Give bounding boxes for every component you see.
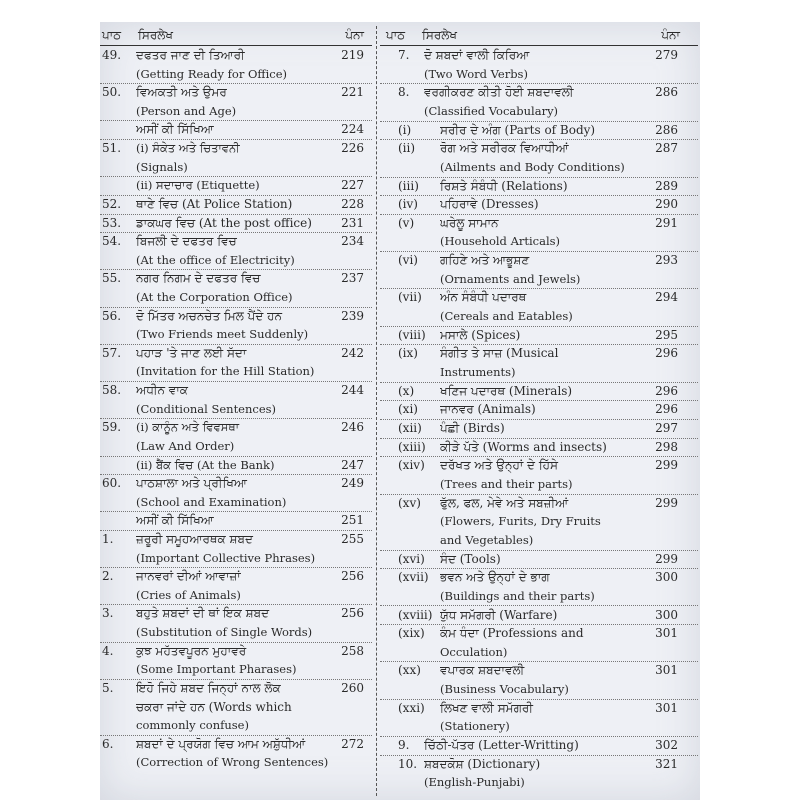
entry-title: ਅਸੀਂ ਕੀ ਸਿੱਖਿਆ xyxy=(136,513,214,528)
entry-title: ਘਰੇਲੂ ਸਾਮਾਨ xyxy=(440,215,499,230)
entry-page-number: 293 xyxy=(655,253,678,268)
header-page: ਪੰਨਾ xyxy=(345,28,364,42)
entry-subtitle: (At the Corporation Office) xyxy=(136,289,293,304)
toc-entry xyxy=(380,494,698,551)
entry-page-number: 299 xyxy=(655,551,678,566)
entry-subtitle: (Two Word Verbs) xyxy=(424,66,528,81)
toc-entry xyxy=(100,46,372,84)
toc-entry xyxy=(380,400,698,420)
entry-title: ਅਸੀਂ ਕੀ ਸਿੱਖਿਆ xyxy=(136,122,214,137)
entry-title: ਸਰੀਰ ਦੇ ਅੰਗ (Parts of Body) xyxy=(440,122,596,137)
entry-title: ਵਰਗੀਕਰਣ ਕੀਤੀ ਹੋਈ ਸ਼ਬਦਾਵਲੀ xyxy=(424,85,574,100)
entry-title: ਥਾਣੇ ਵਿਚ (At Police Station) xyxy=(136,196,293,211)
toc-entry xyxy=(100,83,372,121)
toc-entry xyxy=(100,679,372,736)
entry-title: ਚਿੱਠੀ-ਪੱਤਰ (Letter-Writting) xyxy=(424,738,579,753)
entry-number: (i) xyxy=(398,122,412,137)
toc-entry xyxy=(380,550,698,570)
entry-number: (xviii) xyxy=(398,607,433,622)
column-divider xyxy=(376,26,377,796)
entry-number: 8. xyxy=(398,85,410,100)
entry-title: ਪੰਛੀ (Birds) xyxy=(440,421,505,435)
toc-entry xyxy=(100,269,372,307)
entry-number: 49. xyxy=(102,48,122,62)
entry-subtitle: (Signals) xyxy=(136,159,188,174)
entry-page-number: 294 xyxy=(655,290,678,305)
entry-number: (xvi) xyxy=(398,551,425,566)
toc-entry xyxy=(380,288,698,326)
entry-subtitle: (Ornaments and Jewels) xyxy=(440,271,581,286)
entry-page-number: 297 xyxy=(655,421,678,435)
header-title: ਸਿਰਲੇਖ xyxy=(422,28,458,42)
entry-subtitle: (Business Vocabulary) xyxy=(440,682,569,697)
entry-subtitle: (Conditional Sentences) xyxy=(136,401,277,416)
entry-number: 3. xyxy=(102,606,114,621)
header-page: ਪੰਨਾ xyxy=(661,28,680,42)
entry-title: (i) ਸੰਕੇਤ ਅਤੇ ਚਿਤਾਵਨੀ xyxy=(136,141,240,156)
entry-number: 58. xyxy=(102,383,122,398)
toc-entry xyxy=(380,606,698,626)
entry-page-number: 231 xyxy=(341,215,364,230)
entry-title: ਦਰੱਖਤ ਅਤੇ ਉਨ੍ਹਾਂ ਦੇ ਹਿੱਸੇ xyxy=(440,458,559,473)
entry-page-number: 249 xyxy=(341,476,364,491)
entry-title: ਨਗਰ ਨਿਗਮ ਦੇ ਦਫਤਰ ਵਿਚ xyxy=(136,271,261,286)
entry-subtitle: (Buildings and their parts) xyxy=(440,588,595,603)
entry-title: ਇਹੋ ਜਿਹੇ ਸ਼ਬਦ ਜਿਨ੍ਹਾਂ ਨਾਲ ਲੋਕ xyxy=(136,680,281,695)
entry-number: 53. xyxy=(102,215,122,230)
entry-subtitle: (Correction of Wrong Sentences) xyxy=(136,755,329,770)
toc-entry xyxy=(100,474,372,512)
entry-subtitle: (Getting Ready for Office) xyxy=(136,66,287,81)
entry-title: ਦੋ ਸ਼ਬਦਾਂ ਵਾਲੀ ਕਿਰਿਆ xyxy=(424,48,530,62)
entry-number: (xiii) xyxy=(398,439,426,454)
toc-entry xyxy=(380,121,698,141)
entry-subtitle: (Trees and their parts) xyxy=(440,476,573,491)
entry-title: ਵਿਅਕਤੀ ਅਤੇ ਉਮਰ xyxy=(136,85,227,100)
header-lesson: ਪਾਠ xyxy=(102,28,122,42)
entry-title: ਪਹਾੜ 'ਤੇ ਜਾਣ ਲਈ ਸੱਦਾ xyxy=(136,345,247,360)
toc-entry xyxy=(100,567,372,605)
entry-number: 57. xyxy=(102,345,122,360)
entry-title: ਜਾਨਵਰ (Animals) xyxy=(440,402,536,417)
toc-entry xyxy=(100,642,372,680)
entry-page-number: 296 xyxy=(655,402,678,417)
entry-page-number: 301 xyxy=(655,663,678,678)
entry-number: 6. xyxy=(102,736,114,751)
entry-number: (xxi) xyxy=(398,700,425,715)
toc-entry xyxy=(100,735,372,772)
entry-number: 51. xyxy=(102,141,122,156)
entry-number: 55. xyxy=(102,271,122,286)
left-header xyxy=(100,27,372,46)
toc-entry xyxy=(380,326,698,346)
entry-title: ਕੰਮ ਧੰਦਾ (Professions and xyxy=(440,626,584,641)
entry-page-number: 247 xyxy=(341,457,364,472)
entry-page-number: 300 xyxy=(655,607,678,622)
book-page xyxy=(100,22,700,800)
entry-title: ਖਣਿਜ ਪਦਾਰਥ (Minerals) xyxy=(440,383,573,398)
toc-entry xyxy=(380,83,698,121)
toc-entry xyxy=(100,344,372,382)
entry-page-number: 299 xyxy=(655,495,678,510)
entry-page-number: 244 xyxy=(341,383,364,398)
entry-title: ਡਾਕਘਰ ਵਿਚ (At the post office) xyxy=(136,215,312,230)
entry-subtitle: (School and Examination) xyxy=(136,494,287,509)
entry-subtitle: (Household Articals) xyxy=(440,234,561,249)
toc-entry xyxy=(380,177,698,197)
entry-title: ਸੰਦ (Tools) xyxy=(440,551,501,566)
entry-number: 4. xyxy=(102,643,114,658)
toc-entry xyxy=(380,344,698,382)
entry-number: 60. xyxy=(102,476,122,491)
entry-page-number: 234 xyxy=(341,234,364,249)
entry-number: 2. xyxy=(102,569,114,584)
entry-title: ਗਹਿਣੇ ਅਤੇ ਆਭੂਸ਼ਣ xyxy=(440,253,530,268)
entry-title: ਵਪਾਰਕ ਸ਼ਬਦਾਵਲੀ xyxy=(440,663,525,678)
entry-page-number: 300 xyxy=(655,570,678,585)
entry-page-number: 321 xyxy=(655,756,678,771)
toc-entry xyxy=(100,307,372,345)
entry-page-number: 237 xyxy=(341,271,364,286)
entry-page-number: 296 xyxy=(655,383,678,398)
entry-number: (vi) xyxy=(398,253,418,268)
toc-entry xyxy=(100,120,372,140)
entry-title: ਮਸਾਲੇ (Spices) xyxy=(440,327,521,342)
entry-subtitle: Instruments) xyxy=(440,365,516,380)
entry-page-number: 242 xyxy=(341,345,364,360)
entry-page-number: 224 xyxy=(341,122,364,137)
entry-number: 52. xyxy=(102,196,122,211)
entry-number: (viii) xyxy=(398,327,426,342)
entry-number: (v) xyxy=(398,215,415,230)
entry-number: (xv) xyxy=(398,495,421,510)
entry-page-number: 221 xyxy=(341,85,364,100)
toc-entry xyxy=(380,736,698,756)
toc-entry xyxy=(380,699,698,737)
entry-subtitle: (Classified Vocabulary) xyxy=(424,103,559,118)
entry-page-number: 287 xyxy=(655,141,678,156)
entry-number: (xvii) xyxy=(398,570,429,585)
toc-entry xyxy=(380,438,698,458)
toc-entry xyxy=(380,661,698,699)
entry-title: (ii) ਸਦਾਚਾਰ (Etiquette) xyxy=(136,178,260,193)
toc-entry xyxy=(100,604,372,642)
entry-title: ਪਹਿਰਾਵੇ (Dresses) xyxy=(440,197,539,212)
entry-subtitle: (Two Friends meet Suddenly) xyxy=(136,327,309,342)
entry-page-number: 301 xyxy=(655,700,678,715)
entry-title: ਅਧੀਨ ਵਾਕ xyxy=(136,383,188,398)
toc-entry xyxy=(380,568,698,606)
entry-subtitle: and Vegetables) xyxy=(440,532,534,547)
entry-number: (x) xyxy=(398,383,415,398)
entry-title: (i) ਕਾਨੂੰਨ ਅਤੇ ਵਿਵਸਥਾ xyxy=(136,420,240,435)
toc-entry xyxy=(380,139,698,177)
toc-entry xyxy=(380,195,698,215)
entry-subtitle: (At the office of Electricity) xyxy=(136,252,295,267)
entry-number: (iv) xyxy=(398,197,418,212)
toc-entry xyxy=(100,530,372,568)
entry-subtitle: (Flowers, Furits, Dry Fruits xyxy=(440,514,601,529)
entry-page-number: 246 xyxy=(341,420,364,435)
entry-title: ਸ਼ਬਦਾਂ ਦੇ ਪ੍ਰਯੋਗ ਵਿਚ ਆਮ ਅਸ਼ੁੱਧੀਆਂ xyxy=(136,736,306,751)
entry-title: ਸ਼ਬਦਕੋਸ਼ (Dictionary) xyxy=(424,756,541,771)
entry-subtitle: (Person and Age) xyxy=(136,103,237,118)
entry-title: (ii) ਬੈਂਕ ਵਿਚ (At the Bank) xyxy=(136,457,275,472)
entry-subtitle: (Substitution of Single Words) xyxy=(136,625,313,640)
toc-entry xyxy=(100,418,372,456)
entry-number: (iii) xyxy=(398,178,419,193)
entry-title: ਜਾਨਵਰਾਂ ਦੀਆਂ ਆਵਾਜ਼ਾਂ xyxy=(136,569,241,584)
entry-title: ਜ਼ਰੂਰੀ ਸਮੂਹਆਰਥਕ ਸ਼ਬਦ xyxy=(136,532,253,546)
entry-title: ਬਹੁਤੇ ਸ਼ਬਦਾਂ ਦੀ ਥਾਂ ਇਕ ਸ਼ਬਦ xyxy=(136,606,270,621)
entry-page-number: 299 xyxy=(655,458,678,473)
entry-number: 54. xyxy=(102,234,122,249)
entry-page-number: 291 xyxy=(655,215,678,230)
entry-page-number: 296 xyxy=(655,346,678,361)
entry-subtitle: Occulation) xyxy=(440,644,508,659)
entry-page-number: 290 xyxy=(655,197,678,212)
entry-subtitle: (Cereals and Eatables) xyxy=(440,309,573,324)
entry-number: 1. xyxy=(102,532,114,546)
toc-entry xyxy=(100,381,372,419)
toc-entry xyxy=(100,195,372,215)
entry-page-number: 286 xyxy=(655,122,678,137)
entry-page-number: 298 xyxy=(655,439,678,454)
toc-entry xyxy=(380,382,698,402)
entry-title: ਯੁੱਧ ਸਮੱਗਰੀ (Warfare) xyxy=(440,607,558,622)
entry-title: ਦਫਤਰ ਜਾਣ ਦੀ ਤਿਆਰੀ xyxy=(136,48,245,62)
toc-entry xyxy=(380,251,698,289)
entry-number: 59. xyxy=(102,420,122,435)
entry-title: ਬਿਜਲੀ ਦੇ ਦਫਤਰ ਵਿਚ xyxy=(136,234,237,249)
entry-title: ਰਿਸ਼ਤੇ ਸੰਬੰਧੀ (Relations) xyxy=(440,178,568,193)
entry-number: 56. xyxy=(102,308,122,323)
entry-title: ਫੁੱਲ, ਫਲ, ਮੇਵੇ ਅਤੇ ਸਬਜ਼ੀਆਂ xyxy=(440,495,569,510)
entry-page-number: 227 xyxy=(341,178,364,193)
entry-number: (ix) xyxy=(398,346,418,361)
entry-number: (xx) xyxy=(398,663,421,678)
entry-number: (xii) xyxy=(398,421,422,435)
toc-entry xyxy=(100,456,372,476)
entry-subtitle: (Law And Order) xyxy=(136,438,235,453)
entry-number: (xi) xyxy=(398,402,418,417)
entry-number: 50. xyxy=(102,85,122,100)
entry-page-number: 295 xyxy=(655,327,678,342)
header-title: ਸਿਰਲੇਖ xyxy=(138,28,174,42)
entry-subtitle: (English-Punjabi) xyxy=(424,775,525,790)
entry-title: ਰੋਗ ਅਤੇ ਸਰੀਰਕ ਵਿਆਧੀਆਂ xyxy=(440,141,569,156)
entry-number: (xix) xyxy=(398,626,425,641)
entry-subtitle: (Stationery) xyxy=(440,719,510,734)
entry-title: ਕੀੜੇ ਪੱਤੇ (Worms and insects) xyxy=(440,439,607,454)
entry-page-number: 219 xyxy=(341,48,364,62)
entry-subtitle: (Important Collective Phrases) xyxy=(136,550,316,565)
toc-entry xyxy=(100,511,372,531)
entry-page-number: 228 xyxy=(341,196,364,211)
entry-subtitle: commonly confuse) xyxy=(136,718,249,733)
toc-entry xyxy=(100,139,372,177)
entry-page-number: 272 xyxy=(341,736,364,751)
entry-page-number: 251 xyxy=(341,513,364,528)
entry-page-number: 256 xyxy=(341,569,364,584)
toc-entry xyxy=(100,232,372,270)
toc-entry xyxy=(380,755,698,792)
entry-page-number: 256 xyxy=(341,606,364,621)
entry-title: ਕੁਝ ਮਹੱਤਵਪੂਰਨ ਮੁਹਾਵਰੇ xyxy=(136,643,247,658)
entry-number: 10. xyxy=(398,756,418,771)
entry-subtitle: (Some Important Pharases) xyxy=(136,662,297,677)
entry-title: ਸੰਗੀਤ ਤੇ ਸਾਜ਼ (Musical xyxy=(440,346,559,361)
right-header xyxy=(380,27,698,46)
entry-title: ਭਵਨ ਅਤੇ ਉਨ੍ਹਾਂ ਦੇ ਭਾਗ xyxy=(440,570,550,585)
entry-number: 9. xyxy=(398,738,410,753)
entry-number: (ii) xyxy=(398,141,416,156)
toc-entry xyxy=(380,456,698,494)
entry-subtitle: (Cries of Animals) xyxy=(136,587,241,602)
entry-page-number: 239 xyxy=(341,308,364,323)
header-lesson: ਪਾਠ xyxy=(386,28,406,42)
entry-page-number: 226 xyxy=(341,141,364,156)
toc-entry xyxy=(380,46,698,84)
entry-page-number: 301 xyxy=(655,626,678,641)
entry-title: ਅੰਨ ਸੰਬੰਧੀ ਪਦਾਰਥ xyxy=(440,290,527,305)
entry-page-number: 286 xyxy=(655,85,678,100)
entry-subtitle: (Ailments and Body Conditions) xyxy=(440,159,625,174)
entry-page-number: 289 xyxy=(655,178,678,193)
entry-page-number: 260 xyxy=(341,680,364,695)
toc-entry xyxy=(380,419,698,439)
entry-page-number: 302 xyxy=(655,738,678,753)
toc-entry xyxy=(380,214,698,252)
toc-entry xyxy=(380,624,698,662)
entry-number: 5. xyxy=(102,680,114,695)
entry-number: (xiv) xyxy=(398,458,425,473)
entry-title: ਲਿਖਣ ਵਾਲੀ ਸਮੱਗਰੀ xyxy=(440,700,533,715)
entry-subtitle: ਚਕਰਾ ਜਾਂਦੇ ਹਨ (Words which xyxy=(136,699,292,714)
entry-page-number: 279 xyxy=(655,48,678,62)
entry-number: (vii) xyxy=(398,290,422,305)
toc-entry xyxy=(100,176,372,196)
entry-page-number: 255 xyxy=(341,532,364,546)
entry-number: 7. xyxy=(398,48,410,62)
toc-entry xyxy=(100,214,372,234)
entry-title: ਦੋ ਮਿੱਤਰ ਅਚਨਚੇਤ ਮਿਲ ਪੈਂਦੇ ਹਨ xyxy=(136,308,282,323)
entry-subtitle: (Invitation for the Hill Station) xyxy=(136,364,315,379)
entry-page-number: 258 xyxy=(341,643,364,658)
entry-title: ਪਾਠਸ਼ਾਲਾ ਅਤੇ ਪ੍ਰੀਖਿਆ xyxy=(136,476,247,491)
